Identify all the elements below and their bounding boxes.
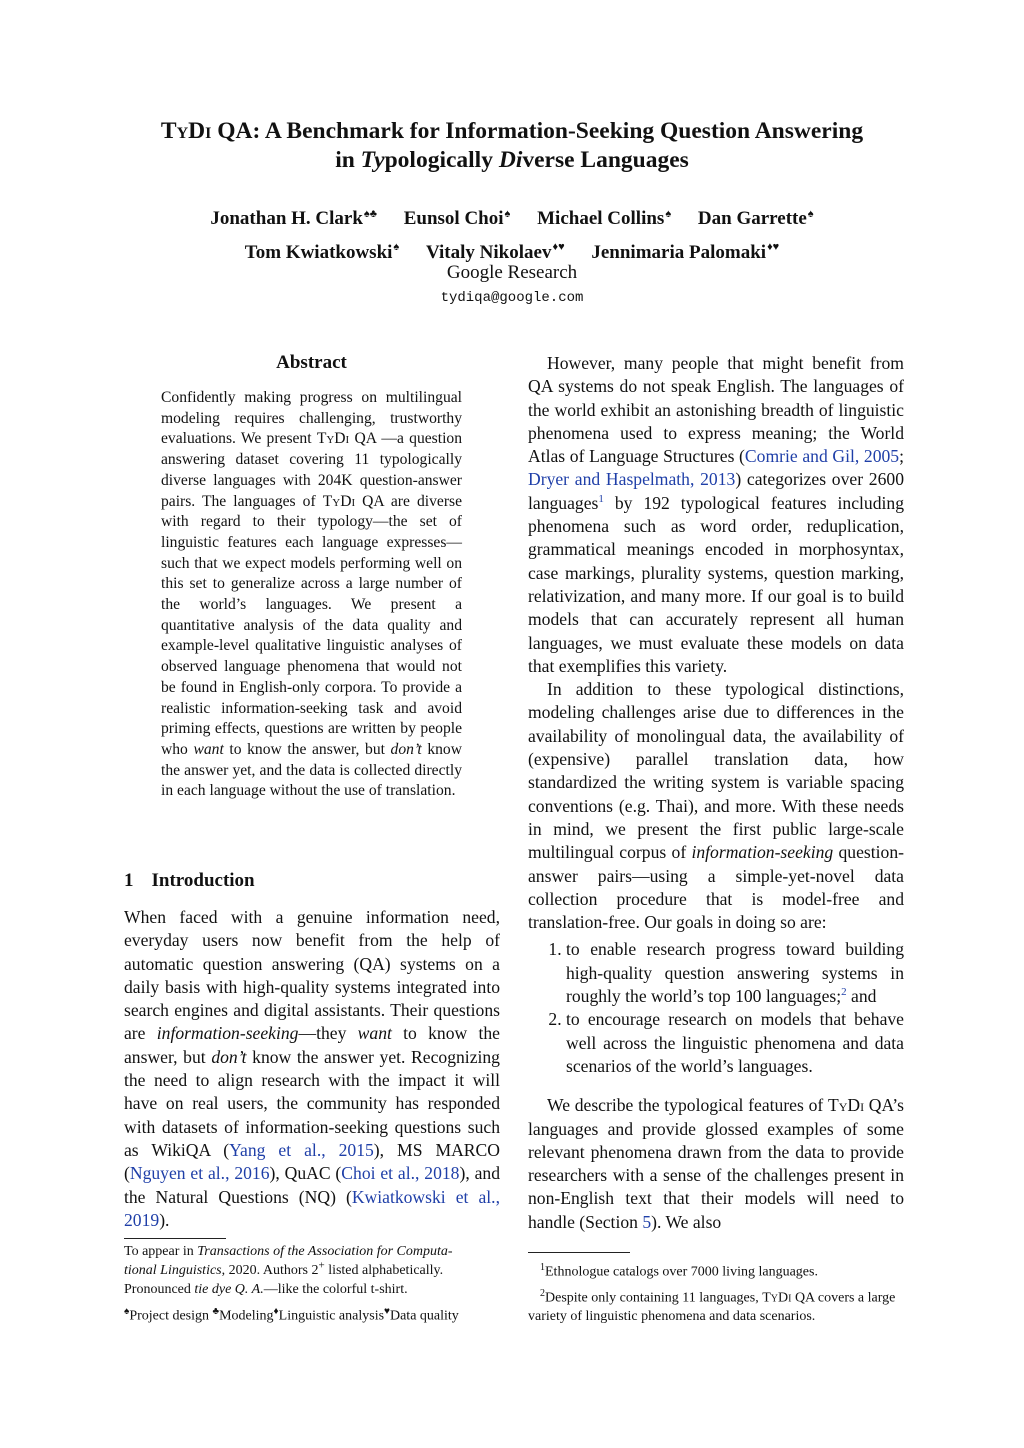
section-link[interactable]: 5 (642, 1211, 652, 1232)
abstract-emph: don’t (390, 740, 422, 758)
body-text: by 192 typological features including phenomena such as word order, reduplication, grammatical meanings encoded in morphosyntax, case markings, plurality systems, question marking, relativization, and many more. If our goal is to build models that can accurately represent all human languages, we must evaluate these models on data that exemplifies this variety. (528, 492, 904, 676)
body-paragraph (528, 352, 904, 678)
author (591, 242, 779, 263)
legend-label: Modeling (219, 1308, 274, 1324)
footnote-legend (124, 1302, 504, 1326)
author-name: Vitaly Nikolaev (426, 241, 552, 263)
legend-label: Project design (129, 1308, 210, 1324)
abstract-body (161, 388, 462, 802)
citation-link[interactable]: Nguyen et al., 2016 (129, 1163, 270, 1184)
goals-list (528, 938, 904, 1078)
fn-text: , 2020. Authors 2 (221, 1263, 319, 1278)
title-line-1 (112, 117, 912, 146)
abstract-tydi: TyDi (316, 430, 350, 448)
body-text: In addition to these typological distinctions, modeling challenges arise due to differences in the availability of monolingual data, the availability of (expensive) parallel translation data, how standardized the writing system is variable spacing conventions (e.g. Thai), and more. With these needs in mind, we present the first public large-scale multilingual corpus of (528, 679, 904, 863)
abstract-tydi: TyDi (322, 492, 356, 510)
footnote-left (124, 1242, 504, 1326)
abstract-text: QA —a question answering dataset covering 11 typologically diverse languages with 204K question-answer pairs. The languages of (161, 430, 462, 510)
fn-emph: Transactions of the Association for Computa- (197, 1244, 453, 1259)
author-name: Jonathan H. Clark (210, 208, 363, 230)
fn-text: Pronounced (124, 1282, 195, 1297)
footnote-rule-right (528, 1252, 630, 1253)
intro-emph: don’t (211, 1046, 247, 1067)
author (404, 208, 511, 229)
author (210, 208, 377, 229)
author-marks: ♦♥ (552, 241, 565, 254)
citation-link[interactable]: Comrie and Gil, 2005 (744, 446, 900, 467)
footnote-marker[interactable]: 2 (841, 986, 847, 999)
author-marks: ♠ (504, 208, 511, 220)
list-item (566, 938, 904, 1008)
author-marks: ♠♣ (363, 208, 377, 220)
intro-text: ). (159, 1209, 170, 1230)
author-name: Jennimaria Palomaki (591, 241, 767, 263)
footnote-line (124, 1280, 504, 1299)
paper-title (112, 117, 912, 175)
section-heading-introduction (124, 870, 255, 892)
author-marks: ♠ (393, 241, 400, 254)
footnote-rule-left (124, 1238, 226, 1239)
club-icon: ♣ (212, 1306, 220, 1317)
body-text: ) categorizes over 2600 languages (528, 469, 904, 513)
body-text: We describe the typological features of (547, 1095, 828, 1116)
body-text: QA’s languages and provide glossed examples of some relevant phenomena drawn from the data to provide researchers with a sense of the challenges present in non-English text that their models will need to handle (Section (528, 1095, 904, 1232)
fn-text: To appear in (124, 1244, 198, 1259)
title-ty: Ty (360, 147, 385, 173)
footnote-2 (528, 1284, 908, 1327)
citation-link[interactable]: Kwiatkowski et al., 2019 (124, 1186, 500, 1230)
intro-paragraph (124, 906, 500, 1232)
title-line-2 (112, 146, 912, 175)
fn-text: Despite only containing 11 languages, (545, 1290, 763, 1306)
author-name: Dan Garrette (697, 208, 807, 230)
footnote-marker[interactable]: 1 (598, 492, 604, 505)
section-number: 1 (124, 870, 134, 891)
title-tydi: TyDi (160, 118, 212, 144)
fn-emph: tional Linguistics (124, 1263, 222, 1278)
fn-number: 1 (540, 1262, 545, 1273)
fn-emph: tie dye Q. A. (194, 1282, 264, 1297)
author-line-1 (112, 200, 912, 233)
abstract-text: to know the answer, but (223, 740, 391, 758)
author (698, 208, 814, 229)
title-pologically: pologically (384, 147, 499, 173)
intro-text: ), MS MARCO ( (124, 1139, 500, 1184)
footnote-line (124, 1261, 504, 1280)
intro-emph: want (357, 1023, 392, 1044)
body-text: ; (899, 446, 904, 467)
abstract-heading: Abstract (276, 352, 347, 373)
author-name: Eunsol Choi (403, 208, 504, 230)
abstract-text: QA are diverse with regard to their typology—the set of linguistic features each language expresses—such that we expect models performing well on this set to generalize across a large number of the world’s languages. We present a quantitative analysis of the data quality and example-level qualitative linguistic analyses of observed language phenomena that would not be found in English-only corpora. To provide a realistic information-seeking task and avoid priming effects, questions are written by people who (161, 492, 462, 758)
abstract-emph: want (193, 740, 224, 758)
author-marks: ♠ (807, 208, 814, 220)
body-text: However, many people that might benefit from QA systems do not speak English. The languages of the world exhibit an astonishing breadth of linguistic phenomena used to express meaning; the World Atlas of Language Structures ( (528, 353, 904, 467)
author-list (112, 200, 912, 267)
body-text: question-answer pairs—using a simple-yet-novel data collection procedure that is model-free and translation-free. Our goals in doing so are: (528, 842, 904, 933)
spade-icon: ♠ (124, 1306, 130, 1317)
body-paragraph (528, 678, 904, 934)
legend-label: Linguistic analysis (278, 1308, 385, 1324)
right-column-body (528, 352, 904, 1234)
citation-link[interactable]: Yang et al., 2015 (229, 1139, 374, 1160)
fn-text: QA covers a large variety of linguistic phenomena and data scenarios. (528, 1290, 896, 1325)
abstract-text: know the answer yet, and the data is collected directly in each language without the use of translation. (161, 740, 462, 800)
body-paragraph (528, 1094, 904, 1234)
footnote-line (124, 1242, 504, 1261)
author-marks: ♦♥ (767, 241, 780, 254)
fn-tydi: TyDi (762, 1290, 792, 1306)
fn-number: 2 (540, 1287, 545, 1299)
intro-text: to know the answer, but (124, 1023, 500, 1067)
body-text: ). We also (651, 1211, 722, 1232)
footnote-right (528, 1258, 908, 1326)
intro-text: —they (298, 1023, 358, 1044)
list-text: and (846, 986, 877, 1007)
legend-label: Data quality (389, 1308, 459, 1324)
body-emph: information-seeking (691, 842, 834, 863)
body-tydi: TyDi (827, 1095, 865, 1116)
abstract-text: Confidently making progress on multilingual modeling requires challenging, trustworthy evaluations. We present (161, 389, 462, 448)
affiliation: Google Research (446, 262, 578, 283)
fn-text: listed alphabetically. (324, 1263, 444, 1278)
intro-text: ), and the Natural Questions (NQ) ( (124, 1163, 500, 1207)
intro-emph: information-seeking (156, 1023, 299, 1044)
introduction-body (124, 906, 500, 1232)
author-name: Tom Kwiatkowski (244, 241, 393, 263)
fn-sup: + (318, 1259, 325, 1272)
author-name: Michael Collins (537, 208, 665, 230)
intro-text: When faced with a genuine information need, everyday users now benefit from the help of automatic question answering (QA) systems on a daily basis with high-quality systems integrated into search engines and digital assistants. Their questions are (124, 907, 500, 1044)
list-item (566, 1008, 904, 1078)
diamond-icon: ♦ (273, 1306, 279, 1317)
intro-text: ), QuAC ( (269, 1163, 342, 1184)
author (537, 208, 671, 229)
title-verse: verse Languages (522, 147, 689, 173)
list-text: to encourage research on models that behave well across the linguistic phenomena and data scenarios of the world’s languages. (566, 1009, 904, 1076)
title-di: Di (498, 147, 523, 173)
title-in: in (335, 147, 361, 173)
citation-link[interactable]: Dryer and Haspelmath, 2013 (528, 469, 736, 490)
author-marks: ♠ (665, 208, 672, 220)
section-title: Introduction (151, 870, 255, 891)
author (245, 242, 399, 263)
footnote-1 (528, 1258, 908, 1282)
heart-icon: ♥ (384, 1306, 390, 1317)
intro-text: know the answer yet. Recognizing the need to align research with the impact it will have on real users, the community has responded with datasets of information-seeking questions such as WikiQA ( (124, 1046, 500, 1160)
contact-email: tydiqa@google.com (440, 290, 584, 306)
fn-text: Ethnologue catalogs over 7000 living languages. (545, 1264, 818, 1280)
title-rest: QA: A Benchmark for Information-Seeking Question Answering (217, 118, 864, 144)
list-text: to enable research progress toward building high-quality question answering systems in roughly the world’s top 100 languages; (566, 939, 904, 1007)
author (426, 242, 565, 263)
fn-text: —like the colorful t-shirt. (263, 1282, 408, 1297)
citation-link[interactable]: Choi et al., 2018 (341, 1163, 460, 1184)
